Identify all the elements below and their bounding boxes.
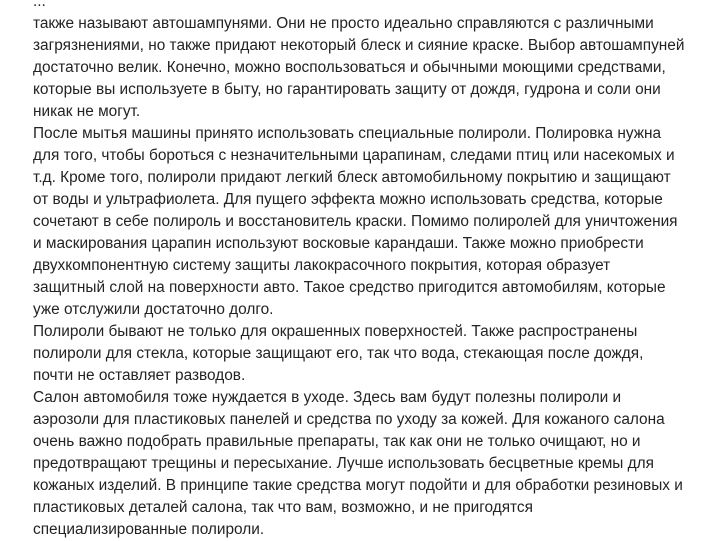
text-line: Полироли бывают не только для окрашенных поверхностей. Также распространены	[33, 323, 638, 340]
text-line: двухкомпонентную систему защиты лакокрасочного покрытия, которая образует	[33, 257, 611, 274]
text-line: ...	[33, 0, 46, 10]
text-line: предотвращают трещины и пересыхание. Лучше использовать бесцветные кремы для	[33, 455, 654, 472]
text-line: также называют автошампунями. Они не просто идеально справляются с различными	[33, 15, 654, 32]
text-line: специализированные полироли.	[33, 521, 265, 538]
text-line: т.д. Кроме того, полироли придают легкий блеск автомобильному покрытию и защищают	[33, 169, 671, 186]
text-line: почти не оставляет разводов.	[33, 367, 246, 384]
text-line: После мытья машины принято использовать специальные полироли. Полировка нужна	[33, 125, 662, 142]
text-line: достаточно велик. Конечно, можно воспользоваться и обычными моющими средствами,	[33, 59, 666, 76]
text-line: полироли для стекла, которые защищают его, так что вода, стекающая после дождя,	[33, 345, 644, 362]
text-line: загрязнениями, но также придают некоторый блеск и сияние краске. Выбор автошампуней	[33, 37, 685, 54]
text-line: кожаных изделий. В принципе такие средства могут подойти и для обработки резиновых и	[33, 477, 683, 494]
text-line: пластиковых деталей салона, так что вам, возможно, и не пригодятся	[33, 499, 533, 516]
text-line: очень важно подобрать правильные препараты, так как они не только очищают, но и	[33, 433, 641, 450]
text-line: аэрозоли для пластиковых панелей и средства по уходу за кожей. Для кожаного салона	[33, 411, 665, 428]
article-text	[33, 0, 723, 541]
text-line: для того, чтобы бороться с незначительными царапинам, следами птиц или насекомых и	[33, 147, 675, 164]
text-line: защитный слой на поверхности авто. Такое средство пригодится автомобилям, которые	[33, 279, 666, 296]
text-line: от воды и ультрафиолета. Для пущего эффекта можно использовать средства, которые	[33, 191, 663, 208]
text-line: Салон автомобиля тоже нуждается в уходе. Здесь вам будут полезны полироли и	[33, 389, 622, 406]
text-line: никак не могут.	[33, 103, 141, 120]
text-line: уже отслужили достаточно долго.	[33, 301, 274, 318]
text-line: которые вы используете в быту, но гарантировать защиту от дождя, гудрона и соли они	[33, 81, 661, 98]
text-line: и маскирования царапин используют восковые карандаши. Также можно приобрести	[33, 235, 644, 252]
text-line: сочетают в себе полироль и восстановитель краски. Помимо полиролей для уничтожения	[33, 213, 678, 230]
